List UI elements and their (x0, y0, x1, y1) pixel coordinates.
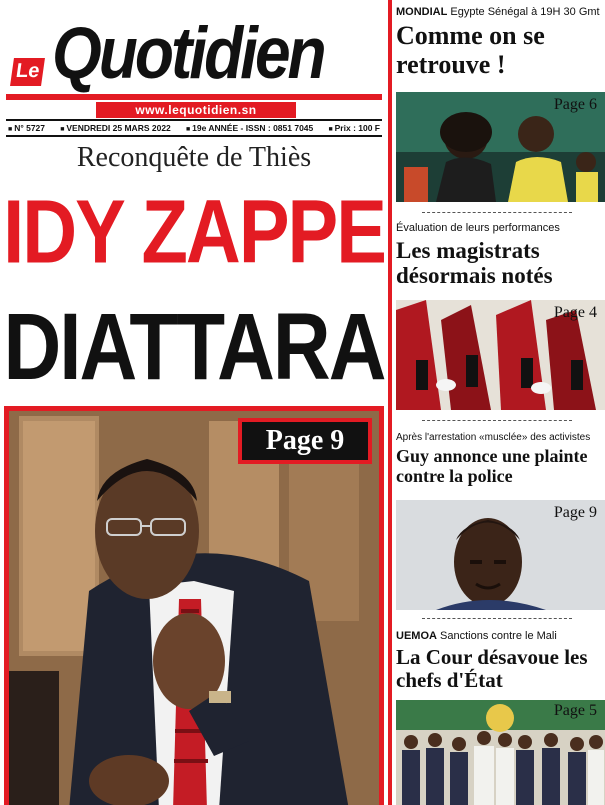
issue-year-issn: ■ 19e ANNÉE - ISSN : 0851 7045 (186, 123, 313, 133)
story-title[interactable]: Comme on se retrouve ! (396, 21, 545, 79)
lead-photo-illustration (9, 411, 379, 805)
lead-headline-line2[interactable]: DIATTARA (3, 294, 385, 400)
story-meta: Évaluation de leurs performances (396, 222, 560, 234)
story-page[interactable]: Page 5 (553, 702, 597, 719)
story-page[interactable]: Page 9 (553, 504, 597, 521)
masthead (6, 6, 382, 116)
story-page[interactable]: Page 4 (553, 304, 597, 321)
sidebar-story-mondial[interactable] (396, 6, 605, 79)
story-title[interactable]: La Cour désavoue les chefs d'État (396, 645, 588, 693)
story-tag: MONDIAL (396, 6, 448, 18)
story-meta: Egypte Sénégal à 19H 30 Gmt (450, 6, 600, 18)
issue-info-bar (6, 119, 382, 137)
lead-kicker: Reconquête de Thiès (76, 142, 312, 173)
sidebar-story-guy[interactable] (396, 432, 605, 487)
story-separator (422, 618, 572, 619)
sidebar-story-uemoa[interactable] (396, 630, 605, 692)
story-page[interactable]: Page 6 (553, 96, 597, 113)
lead-page-badge[interactable]: Page 9 (238, 418, 372, 464)
issue-price: ■ Prix : 100 F (328, 123, 380, 133)
site-url[interactable]: www.lequotidien.sn (96, 102, 296, 118)
sidebar-story-magistrats[interactable] (396, 222, 605, 289)
story-separator (422, 420, 572, 421)
story-title[interactable]: Guy annonce une plainte contre la police (396, 446, 588, 486)
story-title[interactable]: Les magistrats désormais notés (396, 238, 553, 289)
logo-prefix: Le (10, 58, 45, 86)
story-tag: UEMOA (396, 630, 437, 642)
story-separator (422, 212, 572, 213)
sidebar (388, 0, 605, 805)
masthead-rule (6, 94, 382, 100)
issue-number: ■ N° 5727 (8, 123, 45, 133)
lead-photo[interactable] (4, 406, 384, 805)
logo-name: Quotidien (52, 11, 324, 95)
lead-headline-line1[interactable]: IDY ZAPPE (3, 182, 385, 283)
issue-date: ■ VENDREDI 25 MARS 2022 (60, 123, 171, 133)
story-meta: Sanctions contre le Mali (440, 630, 557, 642)
story-meta: Après l'arrestation «musclée» des activistes (396, 432, 591, 443)
